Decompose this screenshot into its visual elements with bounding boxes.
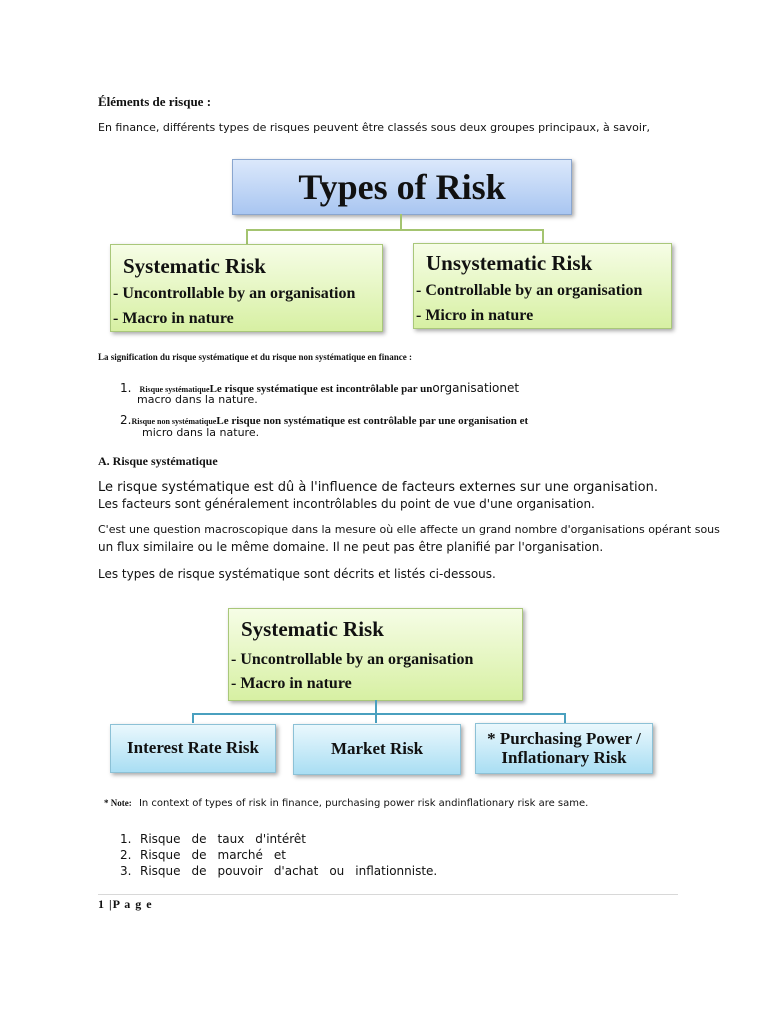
- list-term: Risque non systématique: [131, 417, 217, 426]
- list-word: de: [191, 832, 207, 846]
- paragraph-1-line-1: Le risque systématique est dû à l'influence de facteurs externes sur une organisation.: [98, 480, 658, 495]
- connector-line: [246, 229, 544, 231]
- types-of-risk-title: Types of Risk: [298, 167, 506, 207]
- section-a-heading: A. Risque systématique: [98, 454, 218, 468]
- connector-line: [542, 229, 544, 243]
- systematic-risk-line-1: - Uncontrollable by an organisation: [113, 285, 356, 302]
- list-number: 2.: [120, 413, 132, 427]
- connector-line: [564, 713, 566, 723]
- list-number: 2.: [120, 848, 132, 862]
- unsystematic-risk-title: Unsystematic Risk: [426, 251, 593, 275]
- list-word: Risque: [140, 848, 181, 862]
- connector-line: [400, 214, 402, 230]
- list-item: [120, 848, 437, 864]
- systematic-risk-line-1: - Uncontrollable by an organisation: [231, 651, 474, 668]
- list-word: pouvoir: [217, 864, 263, 878]
- connector-line: [192, 713, 566, 715]
- market-risk-box: [293, 724, 461, 775]
- list-word: inflationniste.: [355, 864, 438, 878]
- meaning-list: [120, 377, 720, 442]
- footer-divider: [98, 894, 678, 895]
- connector-line: [375, 700, 377, 714]
- interest-rate-risk-label: Interest Rate Risk: [127, 738, 259, 757]
- list-item: [120, 832, 437, 848]
- list-word: et: [273, 848, 286, 862]
- list-description: Le risque systématique est incontrôlable par un: [209, 383, 433, 395]
- list-word: marché: [217, 848, 263, 862]
- list-word: de: [191, 848, 207, 862]
- connector-line: [192, 713, 194, 723]
- meaning-heading: La signification du risque systématique et du risque non systématique en finance :: [98, 352, 413, 362]
- systematic-risk-box: [228, 608, 523, 701]
- list-word: taux: [217, 832, 245, 846]
- types-of-risk-box: [232, 159, 572, 215]
- systematic-risk-title: Systematic Risk: [241, 617, 384, 641]
- list-word: Risque: [140, 832, 181, 846]
- paragraph-3: Les types de risque systématique sont décrits et listés ci-dessous.: [98, 567, 496, 581]
- list-item: [120, 864, 437, 880]
- unsystematic-risk-line-1: - Controllable by an organisation: [416, 282, 643, 299]
- systematic-risk-line-2: - Macro in nature: [113, 310, 234, 327]
- connector-line: [375, 713, 377, 723]
- interest-rate-risk-box: [110, 724, 276, 773]
- purchasing-power-risk-box: [475, 723, 653, 774]
- systematic-risk-box: [110, 244, 383, 332]
- types-list: [120, 832, 437, 880]
- connector-line: [246, 229, 248, 244]
- types-of-risk-diagram: [0, 0, 768, 340]
- list-word: d'intérêt: [255, 832, 306, 846]
- list-description-sans: organisationet: [432, 381, 520, 395]
- list-item-continuation: macro dans la nature.: [137, 393, 258, 406]
- systematic-risk-title: Systematic Risk: [123, 254, 266, 278]
- inflationary-risk-label: Inflationary Risk: [501, 748, 627, 767]
- list-word: ou: [329, 864, 345, 878]
- paragraph-2-line-2: un flux similaire ou le même domaine. Il ne peut pas être planifié par l'organisation.: [98, 540, 604, 554]
- list-item: [120, 409, 720, 426]
- unsystematic-risk-box: [413, 243, 672, 329]
- purchasing-power-risk-label: * Purchasing Power /: [487, 729, 641, 748]
- list-number: 3.: [120, 864, 132, 878]
- systematic-risk-diagram: [0, 600, 768, 780]
- list-item-continuation: micro dans la nature.: [142, 426, 260, 439]
- list-description: Le risque non systématique est contrôlable par une organisation et: [216, 415, 529, 427]
- page-footer: 1 |P a g e: [98, 897, 153, 911]
- paragraph-1-line-2: Les facteurs sont généralement incontrôlables du point de vue d'une organisation.: [98, 497, 595, 511]
- list-number: 1.: [120, 832, 132, 846]
- section-heading: Éléments de risque :: [98, 94, 212, 109]
- list-number: 1.: [120, 381, 132, 395]
- note-label: * Note:: [104, 798, 132, 808]
- list-item: [120, 377, 720, 393]
- diagram-note: [104, 798, 588, 809]
- note-text: In context of types of risk in finance, purchasing power risk andinflationary risk are same.: [138, 798, 589, 809]
- list-word: Risque: [140, 864, 181, 878]
- systematic-risk-line-2: - Macro in nature: [231, 675, 352, 692]
- intro-paragraph: En finance, différents types de risques peuvent être classés sous deux groupes principaux, à savoir,: [98, 121, 650, 134]
- list-word: d'achat: [273, 864, 319, 878]
- list-word: de: [191, 864, 207, 878]
- list-term: Risque systématique: [139, 385, 210, 394]
- unsystematic-risk-line-2: - Micro in nature: [416, 307, 534, 324]
- paragraph-2-line-1: C'est une question macroscopique dans la mesure où elle affecte un grand nombre d'organisations opérant sous: [98, 523, 720, 536]
- market-risk-label: Market Risk: [330, 739, 424, 758]
